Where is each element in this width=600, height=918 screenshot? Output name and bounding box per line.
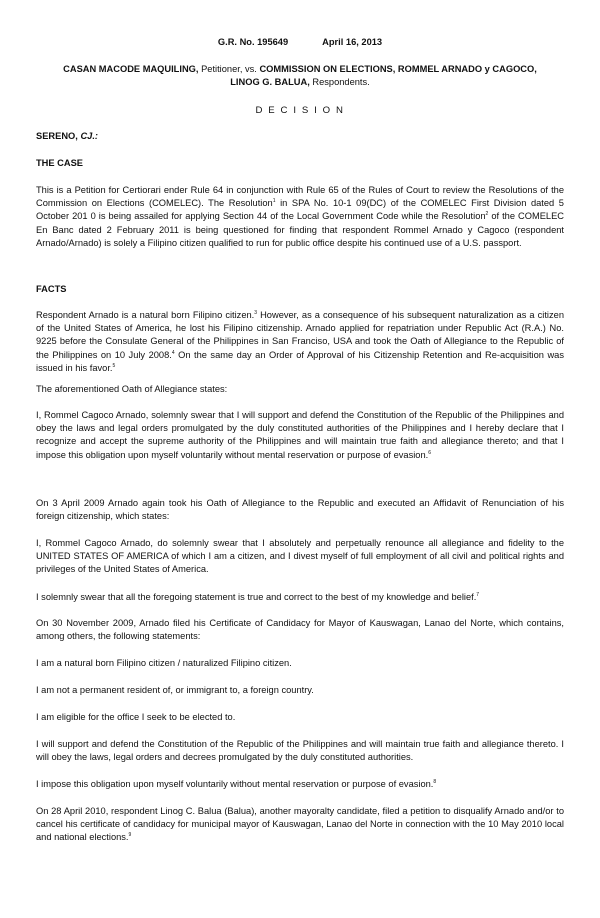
petitioner-name: CASAN MACODE MAQUILING, bbox=[63, 64, 199, 74]
paragraph-text: This is a Petition for Certiorari ender Rule 64 in conjunction with Rule 65 of the Rules of Court to review the Resolutions of the Commission on Elections (COMELEC). The Resolution bbox=[36, 185, 564, 209]
petitioner-role: Petitioner, vs. bbox=[198, 64, 260, 74]
footnote-ref: 2 bbox=[485, 211, 489, 218]
footnote-ref: 4 bbox=[171, 349, 175, 356]
paragraph-text: of the COMELEC En Banc dated 2 February 2011 is being questioned for finding that respondent Rommel Arnado y Cagoco (respondent Arnado/Arnado) is solely a Filipino citizen qualified to run for public office despite his continued use of a U.S. passport. bbox=[36, 211, 564, 248]
paragraph-text: I, Rommel Cagoco Arnado, solemnly swear that I will support and defend the Constitution of the Republic of the Philippines and obey the laws and legal orders promulgated by the duly constituted authorities of the Philippines and I hereby declare that I recognize and accept the supreme authority of the Philippines and will maintain true faith and allegiance thereto; and that I impose this obligation upon myself voluntarily without mental reservation or purpose of evasion. bbox=[36, 410, 564, 460]
footnote-ref: 9 bbox=[128, 832, 132, 839]
paragraph-balua-petition bbox=[36, 805, 564, 845]
respondent-role: Respondents. bbox=[309, 77, 370, 88]
decision-date: April 16, 2013 bbox=[322, 37, 383, 47]
paragraph-renunciation-text: I, Rommel Cagoco Arnado, do solemnly swear that I absolutely and perpetually renounce all allegiance and fidelity to the UNITED STATES OF AMERICA of which I am a citizen, and I divest myself of full employment of all civil and political rights and privileges of the United States of America. bbox=[36, 538, 564, 575]
footnote-ref: 5 bbox=[112, 362, 116, 369]
paragraph-facts-arnado bbox=[36, 309, 564, 375]
paragraph-solemn-oath bbox=[36, 591, 564, 604]
ponente-line bbox=[36, 130, 564, 143]
paragraph-text: Respondent Arnado is a natural born Filipino citizen. bbox=[36, 310, 255, 320]
coc-statement-resident: I am not a permanent resident of, or immigrant to, a foreign country. bbox=[36, 685, 314, 695]
paragraph-coc-filing: On 30 November 2009, Arnado filed his Certificate of Candidacy for Mayor of Kauswagan, Lanao del Norte, which contains, among others, the following statements: bbox=[36, 618, 564, 642]
paragraph-oath-intro: The aforementioned Oath of Allegiance states: bbox=[36, 384, 228, 394]
section-heading-the-case: THE CASE bbox=[36, 158, 84, 168]
footnote-ref: 3 bbox=[254, 309, 258, 316]
paragraph-text: in SPA No. 10-1 09(DC) of the COMELEC First Division dated 5 October 201 0 is being assailed for applying Section 44 of the Local Government Code while the Resolution bbox=[36, 198, 564, 222]
respondent-name-2: LINOG G. BALUA, bbox=[230, 77, 310, 88]
coc-statement-constitution: I will support and defend the Constitution of the Republic of the Philippines and will maintain true faith and allegiance thereto. I will obey the laws, legal orders and decrees promulgated by the duly constituted authorities. bbox=[36, 739, 564, 763]
case-parties bbox=[30, 63, 570, 89]
paragraph-oath-text bbox=[36, 409, 564, 462]
paragraph-petition bbox=[36, 184, 564, 250]
ponente-name: SERENO, bbox=[36, 131, 78, 141]
footnote-ref: 8 bbox=[433, 778, 437, 785]
coc-statement-obligation bbox=[36, 778, 564, 791]
footnote-ref: 6 bbox=[428, 449, 432, 456]
paragraph-text: On 28 April 2010, respondent Linog C. Balua (Balua), another mayoralty candidate, filed a petition to disqualify Arnado and/or to cancel his certificate of candidacy for municipal mayor of Kauswagan, Lanao del Norte in connection with the 10 May 2010 local and national elections. bbox=[36, 806, 564, 843]
coc-statement-citizen: I am a natural born Filipino citizen / naturalized Filipino citizen. bbox=[36, 658, 292, 668]
paragraph-text: However, as a consequence of his subsequent naturalization as a citizen of the United States of America, he lost his Filipino citizenship. Arnado applied for repatriation under Republic Act (R.A.) No. 9225 before the Consulate General of the Philippines in San Franciso, USA and took the Oath of Allegiance to the Republic of the Philippines on 10 July 2008. bbox=[36, 310, 564, 360]
footnote-ref: 1 bbox=[272, 198, 276, 205]
ponente-title: CJ.: bbox=[77, 131, 99, 141]
section-heading-facts: FACTS bbox=[36, 284, 67, 294]
paragraph-text: I impose this obligation upon myself voluntarily without mental reservation or purpose of evasion. bbox=[36, 779, 434, 789]
coc-statement-eligible: I am eligible for the office I seek to be elected to. bbox=[36, 712, 236, 722]
paragraph-text: I solemnly swear that all the foregoing statement is true and correct to the best of my knowledge and belief. bbox=[36, 592, 477, 602]
paragraph-text: On the same day an Order of Approval of his Citizenship Retention and Re-acquisition was issued in his favor. bbox=[36, 349, 564, 373]
case-header bbox=[36, 36, 564, 49]
paragraph-renunciation-intro: On 3 April 2009 Arnado again took his Oath of Allegiance to the Republic and executed an Affidavit of Renunciation of his foreign citizenship, which states: bbox=[36, 498, 564, 522]
decision-caption: D E C I S I O N bbox=[255, 105, 345, 116]
respondent-names: COMMISSION ON ELECTIONS, ROMMEL ARNADO y CAGOCO, bbox=[259, 64, 537, 74]
gr-number: G.R. No. 195649 bbox=[217, 37, 289, 47]
footnote-ref: 7 bbox=[476, 591, 480, 598]
